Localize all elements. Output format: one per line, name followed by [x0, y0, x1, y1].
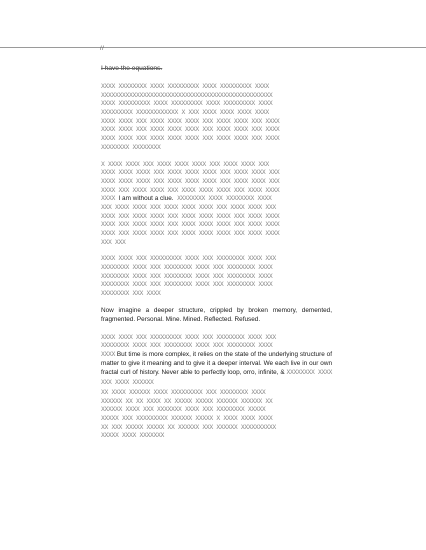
- redacted-line: XXXX XXXX XXXX XXX XXXX XXXX XXXX XXX XXXX XXXX XXX: [101, 176, 280, 185]
- redacted-line: XXXXXXXX XXXX XXX XXXXXXXX XXXX XXX XXXXXXXX XXXX: [101, 271, 273, 280]
- redacted-line: XXXX XXX XXXX XXXX XXX XXXX XXXX XXXX XXX XXXX XXXX: [101, 220, 280, 229]
- redacted-fragment: XXXX: [101, 350, 115, 358]
- redacted-line: XX XXX XXXXX XXXXX XX XXXXXX XXX XXXXXX XXXXXXXXXX: [101, 422, 276, 431]
- redacted-line: XXX XXX: [101, 237, 126, 246]
- redacted-line: XXXX XXXXXXXXX XXXX XXXXXXXXX XXXX XXXXXXXXX XXXX: [101, 99, 273, 108]
- text-column: [101, 65, 332, 448]
- redacted-line: XXXXXXXX XXXX XXX XXXXXXXX XXXX XXX XXXXXXXX XXXX: [101, 263, 273, 272]
- paragraph-deeper-structure: Now imagine a deeper structure, crippled by broken memory, demented, fragmented. Personal. Mine. Mined. Reflected. Refused.: [101, 306, 332, 324]
- folio-mark: //: [100, 46, 105, 52]
- page-heading: I have the equations.: [101, 65, 163, 72]
- redacted-line: XXXXXXXXX XXXXXXXXXXXX X XXX XXXX XXXX XXXX XXXX: [101, 108, 269, 117]
- mixed-paragraph: [101, 350, 332, 388]
- redacted-line: XXXXXX XXXX XXX XXXXXXX XXXX XXX XXXXXXXX XXXXX: [101, 405, 266, 414]
- redacted-line: XXX XXXX XXXX XXX XXXX XXXX XXXX XXX XXXX XXXX XXX: [101, 202, 276, 211]
- redacted-line: XXXX XXXX XXX XXXXXXXXX XXXX XXX XXXXXXXX XXXX XXX: [101, 254, 276, 263]
- redacted-line: XXXXX XXXX XXXXXXX: [101, 431, 164, 440]
- redacted-fragment: XXXXXXXX XXXX XXXXXXXX XXXX: [177, 194, 272, 203]
- redacted-line: XXXXXXXX XXX XXXX: [101, 289, 161, 298]
- redacted-line: XXXXXX XX XX XXXX XX XXXXX XXXXX XXXXXX XXXXXX XX: [101, 396, 273, 405]
- redacted-block-2: [101, 160, 332, 247]
- top-rule: [0, 47, 426, 48]
- redacted-line: XX XXXX XXXXXX XXXX XXXXXXXXX XXX XXXXXXXX XXXX: [101, 387, 266, 396]
- time-paragraph: But time is more complex, it relies on the state of the underlying structure of matter to give it meaning and to give it a deeper interval. We each live in our own fractal curl of history. Never able to perfectly loop, orro, infinite, &: [101, 351, 332, 377]
- redacted-block-3: [101, 254, 332, 297]
- redacted-block-1: [101, 82, 332, 152]
- redacted-line: XXXX XXX XXXX XXXX XXX XXXX XXXX XXXX XXX XXXX XXXX: [101, 229, 280, 237]
- redacted-line: XXXX XXXXXXXX XXXX XXXXXXXXX XXXX XXXXXXXXX XXXX: [101, 82, 269, 90]
- clue-text: I am without a clue.: [118, 195, 174, 203]
- redacted-line: XXXX XXXX XXXX XXX XXXX XXXX XXXX XXX XXXX XXXX XXX: [101, 168, 280, 177]
- redacted-line: XXXX XXXX XXX XXXX XXXX XXXX XXX XXXX XXXX XXX XXXX: [101, 134, 280, 143]
- redacted-line: X XXXX XXXX XXX XXXX XXXX XXXX XXX XXXX XXXX XXX: [101, 159, 269, 168]
- redacted-line: XXXX XXXX XXX XXXX XXXX XXXX XXX XXXX XXXX XXX XXXX: [101, 125, 280, 134]
- redacted-fragment: XXXX: [101, 194, 115, 203]
- redacted-line: XXXX XXXX XXX XXXXXXXXX XXXX XXX XXXXXXXX XXXX XXX: [101, 332, 276, 341]
- redacted-line: XXXXXXXX XXXX XXX XXXXXXXX XXXX XXX XXXXXXXX XXXX: [101, 341, 273, 350]
- redacted-line: XXXX XXX XXXX XXXX XXX XXXX XXXX XXXX XXX XXXX XXXX: [101, 185, 280, 194]
- redacted-line: XXXX XXXX XXX XXXX XXXX XXXX XXX XXXX XXXX XXX XXXX: [101, 116, 280, 125]
- redacted-line: XXXXXXXXXXXXXXXXXXXXXXXXXXXXXXXXXXXXXXXXXXXXXXXXX: [101, 90, 273, 99]
- redacted-line: XXXX XXX XXXX XXXX XXX XXXX XXXX XXXX XXX XXXX XXXX: [101, 211, 280, 220]
- redacted-line: XXXXX XXX XXXXXXXXX XXXXXX XXXXX X XXXX XXXX XXXX: [101, 413, 273, 422]
- mixed-line: [101, 194, 332, 203]
- redacted-line: XXXXXXXX XXXX XXX XXXXXXXX XXXX XXX XXXXXXXX XXXX: [101, 280, 273, 289]
- redacted-fragment: XXXXXXXX XXXX XXX XXXX XXXXXX: [101, 368, 333, 387]
- redacted-line: XXXXXXXX XXXXXXXX: [101, 142, 161, 151]
- redacted-block-4: [101, 333, 332, 440]
